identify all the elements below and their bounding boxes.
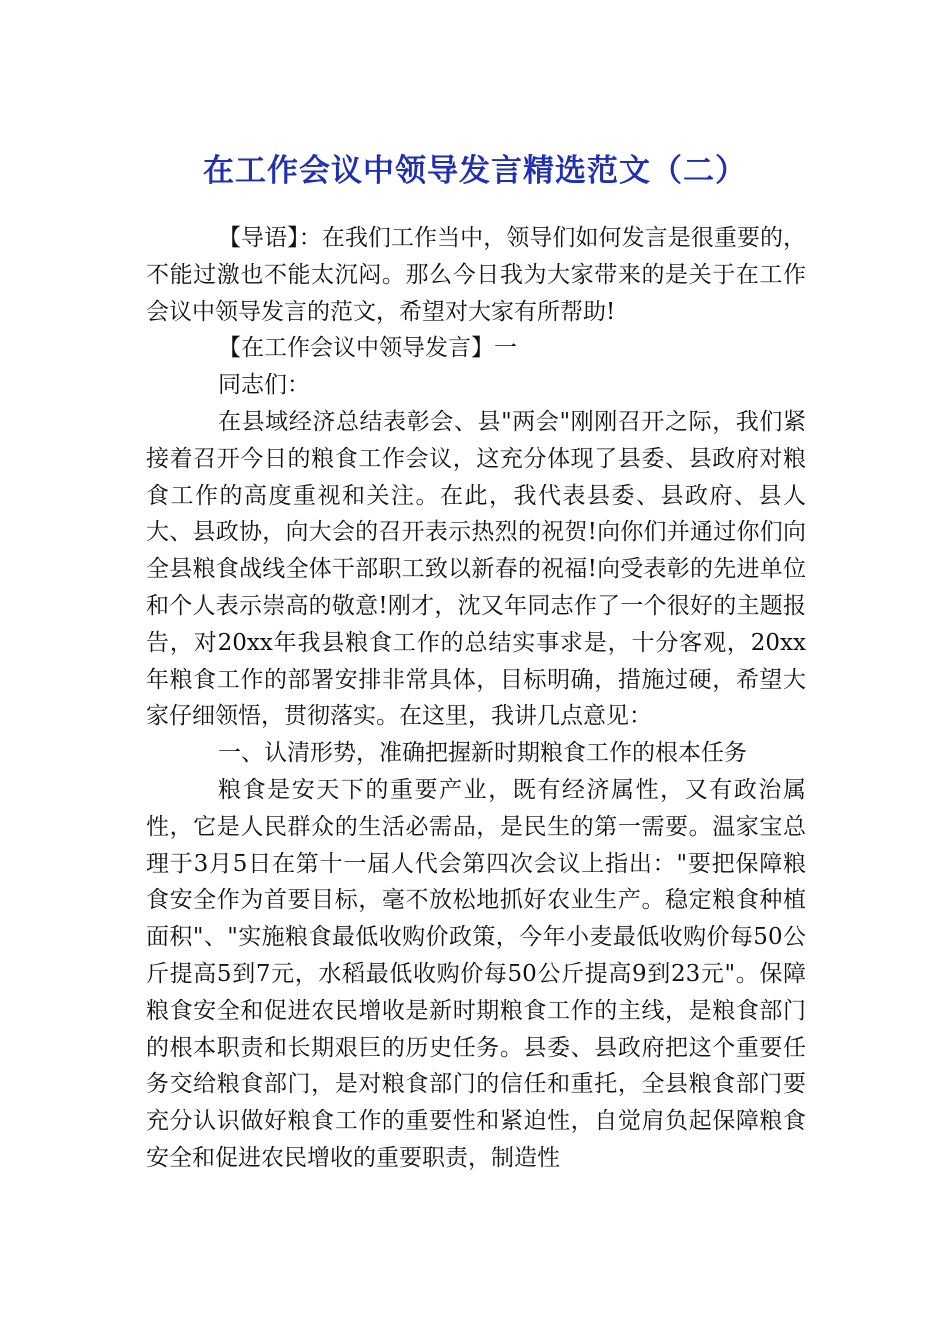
paragraph-point-one-heading: 一、认清形势，准确把握新时期粮食工作的根本任务 xyxy=(218,740,747,767)
paragraph-section-heading: 【在工作会议中领导发言】一 xyxy=(218,335,517,362)
document-title: 在工作会议中领导发言精选范文（二） xyxy=(203,152,747,189)
paragraph-salutation: 同志们： xyxy=(218,372,310,399)
paragraph-point-one-body: 粮食是安天下的重要产业，既有经济属性，又有政治属性，它是人民群众的生活必需品，是民生的第一需要。温家宝总理于3月5日在第十一届人代会第四次会议上指出："要把保障粮食安全作为首要目标，毫不放松地抓好农业生产。稳定粮食种植面积"、"实施粮食最低收购价政策，今年小麦最低收购价每50公斤提高5到7元，水稻最低收购价每50公斤提高9到23元"。保障粮食安全和促进农民增收是新时期粮食工作的主线，是粮食部门的根本职责和长期艰巨的历史任务。县委、县政府把这个重要任务交给粮食部门，是对粮食部门的信任和重托，全县粮食部门要充分认识做好粮食工作的重要性和紧迫性，自觉肩负起保障粮食安全和促进农民增收的重要职责，制造性 xyxy=(146,776,806,1171)
document-body xyxy=(146,220,806,1177)
paragraph-opening: 在县域经济总结表彰会、县"两会"刚刚召开之际，我们紧接着召开今日的粮食工作会议，这充分体现了县委、县政府对粮食工作的高度重视和关注。在此，我代表县委、县政府、县人大、县政协，向大会的召开表示热烈的祝贺!向你们并通过你们向全县粮食战线全体干部职工致以新春的祝福!向受表彰的先进单位和个人表示崇高的敬意!刚才，沈又年同志作了一个很好的主题报告，对20xx年我县粮食工作的总结实事求是，十分客观，20xx年粮食工作的部署安排非常具体，目标明确，措施过硬，希望大家仔细领悟，贯彻落实。在这里，我讲几点意见： xyxy=(146,408,806,730)
paragraph-intro: 【导语】：在我们工作当中，领导们如何发言是很重要的，不能过激也不能太沉闷。那么今日我为大家带来的是关于在工作会议中领导发言的范文，希望对大家有所帮助! xyxy=(146,225,806,325)
